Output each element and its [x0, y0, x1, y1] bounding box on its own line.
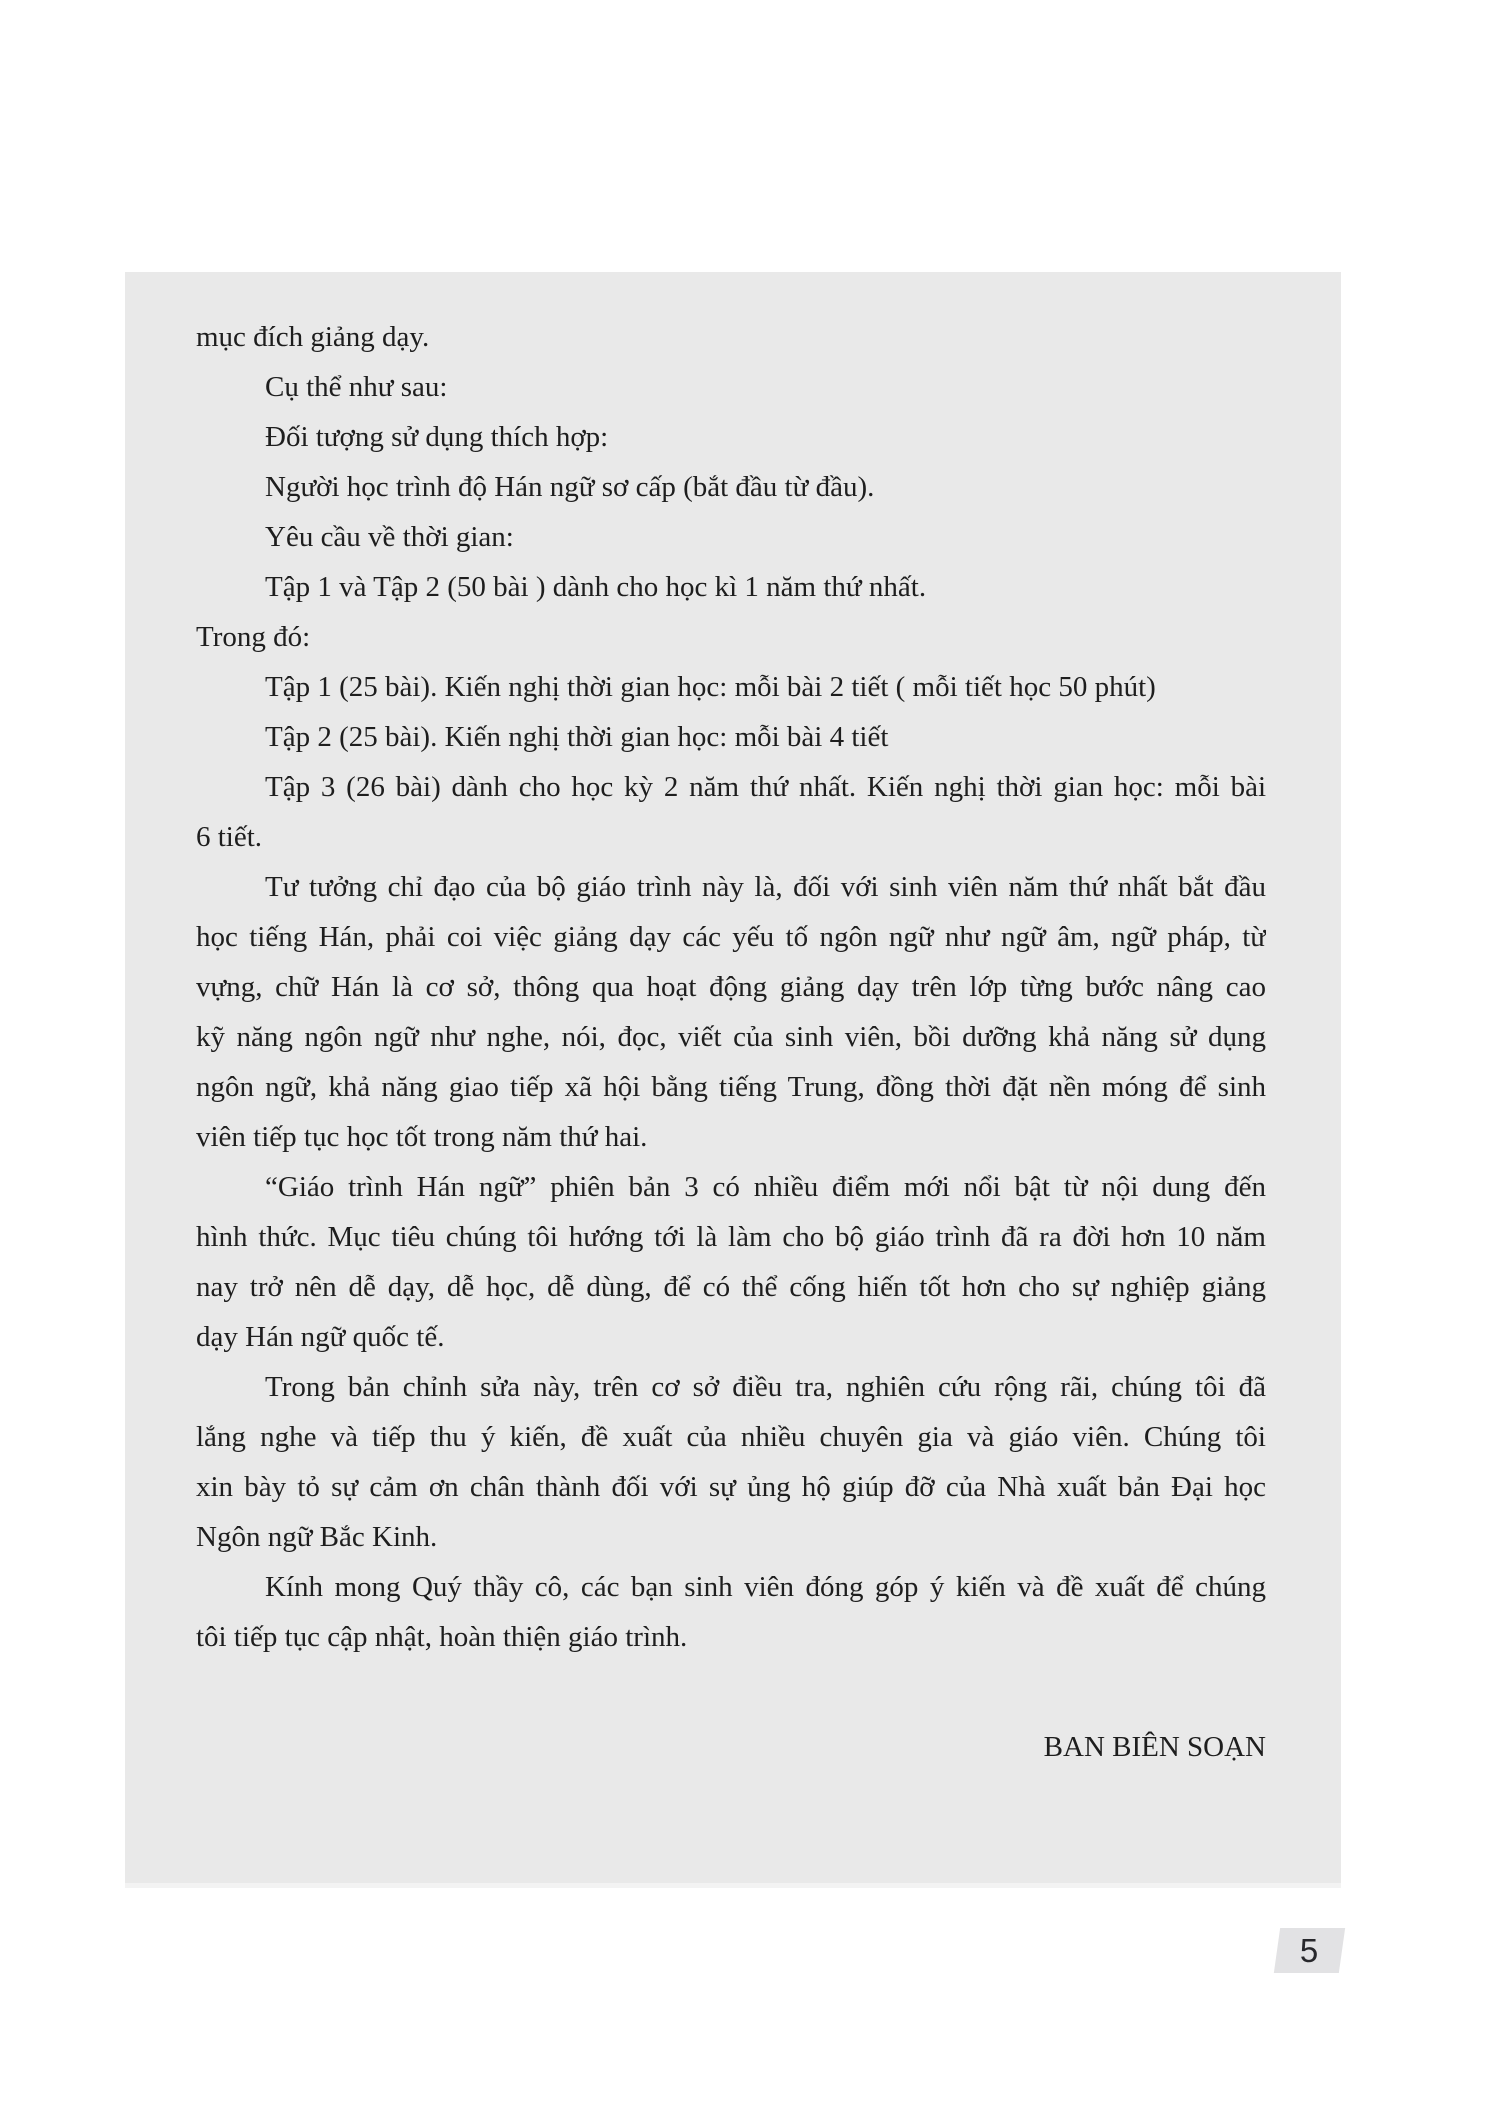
- page-number-badge: [1274, 1928, 1345, 1973]
- text-line: Ngôn ngữ Bắc Kinh.: [196, 1521, 438, 1553]
- text-line: Tập 1 (25 bài). Kiến nghị thời gian học: mỗi bài 2 tiết ( mỗi tiết học 50 phút): [265, 671, 1156, 703]
- text-line: Trong đó:: [196, 621, 311, 653]
- text-line: Tập 2 (25 bài). Kiến nghị thời gian học: mỗi bài 4 tiết: [265, 721, 889, 753]
- text-line: lắng nghe và tiếp thu ý kiến, đề xuất của nhiều chuyên gia và giáo viên. Chúng tôi: [196, 1421, 1266, 1453]
- text-line: Tập 1 và Tập 2 (50 bài ) dành cho học kì 1 năm thứ nhất.: [265, 571, 927, 603]
- text-line: 6 tiết.: [196, 821, 263, 853]
- text-line: kỹ năng ngôn ngữ như nghe, nói, đọc, viết của sinh viên, bồi dưỡng khả năng sử dụng: [196, 1021, 1266, 1053]
- text-line: Trong bản chỉnh sửa này, trên cơ sở điều tra, nghiên cứu rộng rãi, chúng tôi đã: [265, 1371, 1266, 1403]
- text-line: hình thức. Mục tiêu chúng tôi hướng tới là làm cho bộ giáo trình đã ra đời hơn 10 năm: [196, 1221, 1266, 1253]
- text-line: xin bày tỏ sự cảm ơn chân thành đối với sự ủng hộ giúp đỡ của Nhà xuất bản Đại học: [196, 1471, 1266, 1503]
- byline: BAN BIÊN SOẠN: [1043, 1731, 1266, 1763]
- text-line: nay trở nên dễ dạy, dễ học, dễ dùng, để có thể cống hiến tốt hơn cho sự nghiệp giảng: [196, 1271, 1266, 1303]
- text-line: Kính mong Quý thầy cô, các bạn sinh viên đóng góp ý kiến và đề xuất để chúng: [265, 1571, 1266, 1603]
- text-line: Tư tưởng chỉ đạo của bộ giáo trình này là, đối với sinh viên năm thứ nhất bắt đầu: [265, 871, 1266, 903]
- text-line: dạy Hán ngữ quốc tế.: [196, 1321, 445, 1353]
- text-line: mục đích giảng dạy.: [196, 321, 430, 353]
- text-line: “Giáo trình Hán ngữ” phiên bản 3 có nhiều điểm mới nổi bật từ nội dung đến: [265, 1171, 1266, 1203]
- content-panel: [125, 272, 1341, 1883]
- text-line: Yêu cầu về thời gian:: [265, 521, 514, 553]
- text-line: Cụ thể như sau:: [265, 371, 448, 403]
- text-line: viên tiếp tục học tốt trong năm thứ hai.: [196, 1121, 648, 1153]
- text-line: tôi tiếp tục cập nhật, hoàn thiện giáo trình.: [196, 1621, 688, 1653]
- text-line: ngôn ngữ, khả năng giao tiếp xã hội bằng tiếng Trung, đồng thời đặt nền móng để sinh: [196, 1071, 1266, 1103]
- body-text: [196, 312, 1266, 1772]
- text-line: Tập 3 (26 bài) dành cho học kỳ 2 năm thứ nhất. Kiến nghị thời gian học: mỗi bài: [265, 771, 1266, 803]
- text-line: vựng, chữ Hán là cơ sở, thông qua hoạt động giảng dạy trên lớp từng bước nâng cao: [196, 971, 1266, 1003]
- text-line: Đối tượng sử dụng thích hợp:: [265, 421, 609, 453]
- text-line: học tiếng Hán, phải coi việc giảng dạy các yếu tố ngôn ngữ như ngữ âm, ngữ pháp, từ: [196, 921, 1266, 953]
- text-line: Người học trình độ Hán ngữ sơ cấp (bắt đầu từ đầu).: [265, 471, 875, 503]
- page-number: 5: [1300, 1931, 1319, 1969]
